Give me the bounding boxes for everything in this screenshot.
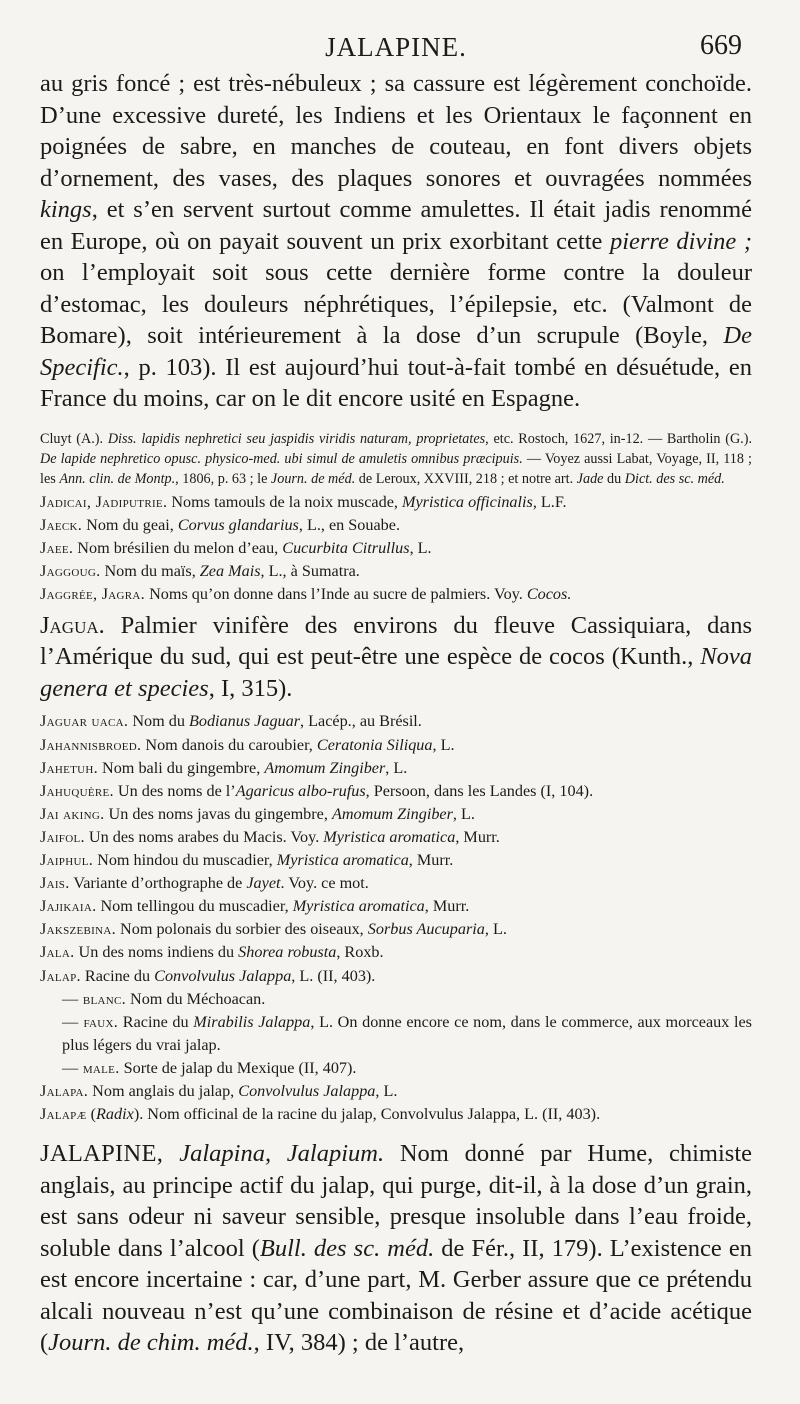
dictionary-entry: Jaiphul. Nom hindou du muscadier, Myristica aromatica, Murr. [40, 851, 454, 870]
dictionary-entry: Jahuquère. Un des noms de l’Agaricus albo-rufus, Persoon, dans les Landes (I, 104). [40, 781, 594, 800]
dictionary-subentry: — male. Sorte de jalap du Mexique (II, 407). [62, 1058, 357, 1077]
dictionary-entry: Jaggoug. Nom du maïs, Zea Mais, L., à Sumatra. [40, 561, 360, 580]
running-head: JALAPINE. [325, 32, 467, 62]
entries-group-b [40, 710, 752, 1126]
dictionary-subentry: — faux. Racine du Mirabilis Jalappa, L. On donne encore ce nom, dans le commerce, aux morceaux les plus légers du vrai jalap. [62, 1012, 752, 1054]
entries-group-a [40, 491, 752, 606]
dictionary-entry: Jalapæ (Radix). Nom officinal de la racine du jalap, Convolvulus Jalappa, L. (II, 403). [40, 1105, 601, 1124]
dictionary-entry: Jakszebina. Nom polonais du sorbier des oiseaux, Sorbus Aucuparia, L. [40, 920, 507, 939]
dictionary-entry: Jaeck. Nom du geai, Corvus glandarius, L., en Souabe. [40, 515, 400, 534]
page-header [40, 28, 752, 68]
dictionary-entry: Jaifol. Un des noms arabes du Macis. Voy. Myristica aromatica, Murr. [40, 827, 500, 846]
dictionary-entry: Jais. Variante d’orthographe de Jayet. Voy. ce mot. [40, 874, 369, 893]
intro-paragraph: au gris foncé ; est très-nébuleux ; sa cassure est légèrement conchoïde. D’une excessive dureté, les Indiens et les Orientaux le façonnent en poignées de sabre, en manches de couteau, en font divers objets d’ornement, des vases, des plaques sonores et ouvragées nommées kings, et s’en servent surtout comme amulettes. Il était jadis renommé en Europe, où on payait souvent un prix exorbitant cette pierre divine ; on l’employait soit sous cette dernière forme contre la douleur d’estomac, les douleurs néphrétiques, l’épilepsie, etc. (Valmont de Bomare), soit intérieurement à la dose d’un scrupule (Boyle, De Specific., p. 103). Il est aujourd’hui tout-à-fait tombé en désuétude, en France du moins, car on le dit encore usité en Espagne. [40, 70, 752, 412]
dictionary-entry: Jaguar uaca. Nom du Bodianus Jaguar, Lacép., au Brésil. [40, 712, 422, 731]
dictionary-entry: Jala. Un des noms indiens du Shorea robusta, Roxb. [40, 943, 384, 962]
bibliography-note: Cluyt (A.). Diss. lapidis nephretici seu jaspidis viridis naturam, proprietates, etc. Rostoch, 1627, in-12. — Bartholin (G.). De lapide nephretico opusc. physico-med. ubi simul de amuletis omnibus præcipuis. — Voyez aussi Labat, Voyage, II, 118 ; les Ann. clin. de Montp., 1806, p. 63 ; le Journ. de méd. de Leroux, XXVIII, 218 ; et notre art. Jade du Dict. des sc. méd. [40, 430, 753, 487]
dictionary-entry: Jaggrée, Jagra. Noms qu’on donne dans l’Inde au sucre de palmiers. Voy. Cocos. [40, 584, 572, 603]
dictionary-entry: Jajikaia. Nom tellingou du muscadier, Myristica aromatica, Murr. [40, 897, 470, 916]
jagua-entry: Jagua. Palmier vinifère des environs du fleuve Cassiquiara, dans l’Amérique du sud, qui est peut-être une espèce de cocos (Kunth., Nova genera et species, I, 315). [40, 611, 752, 702]
dictionary-entry: Jai aking. Un des noms javas du gingembre, Amomum Zingiber, L. [40, 804, 475, 823]
dictionary-entry: Jadicai, Jadiputrie. Noms tamouls de la noix muscade, Myristica officinalis, L.F. [40, 492, 567, 511]
dictionary-entry: Jahannisbroed. Nom danois du caroubier, Ceratonia Siliqua, L. [40, 735, 455, 754]
dictionary-entry: Jahetuh. Nom bali du gingembre, Amomum Zingiber, L. [40, 758, 408, 777]
dictionary-subentry: — blanc. Nom du Méchoacan. [62, 989, 266, 1008]
dictionary-entry: Jaee. Nom brésilien du melon d’eau, Cucurbita Citrullus, L. [40, 538, 432, 557]
page-number: 669 [700, 30, 742, 61]
dictionary-entry: Jalapa. Nom anglais du jalap, Convolvulus Jalappa, L. [40, 1081, 398, 1100]
dictionary-entry: Jalap. Racine du Convolvulus Jalappa, L. (II, 403). [40, 966, 376, 985]
jalapine-entry: JALAPINE, Jalapina, Jalapium. Nom donné par Hume, chimiste anglais, au principe actif du jalap, qui purge, dit-il, à la dose d’un grain, est sans odeur ni saveur sensible, presque insoluble dans l’eau froide, soluble dans l’alcool (Bull. des sc. méd. de Fér., II, 179). L’existence en est encore incertaine : car, d’une part, M. Gerber assure que ce prétendu alcali nouveau n’est qu’une combinaison de résine et d’acide acétique (Journ. de chim. méd., IV, 384) ; de l’autre, [40, 1140, 752, 1357]
